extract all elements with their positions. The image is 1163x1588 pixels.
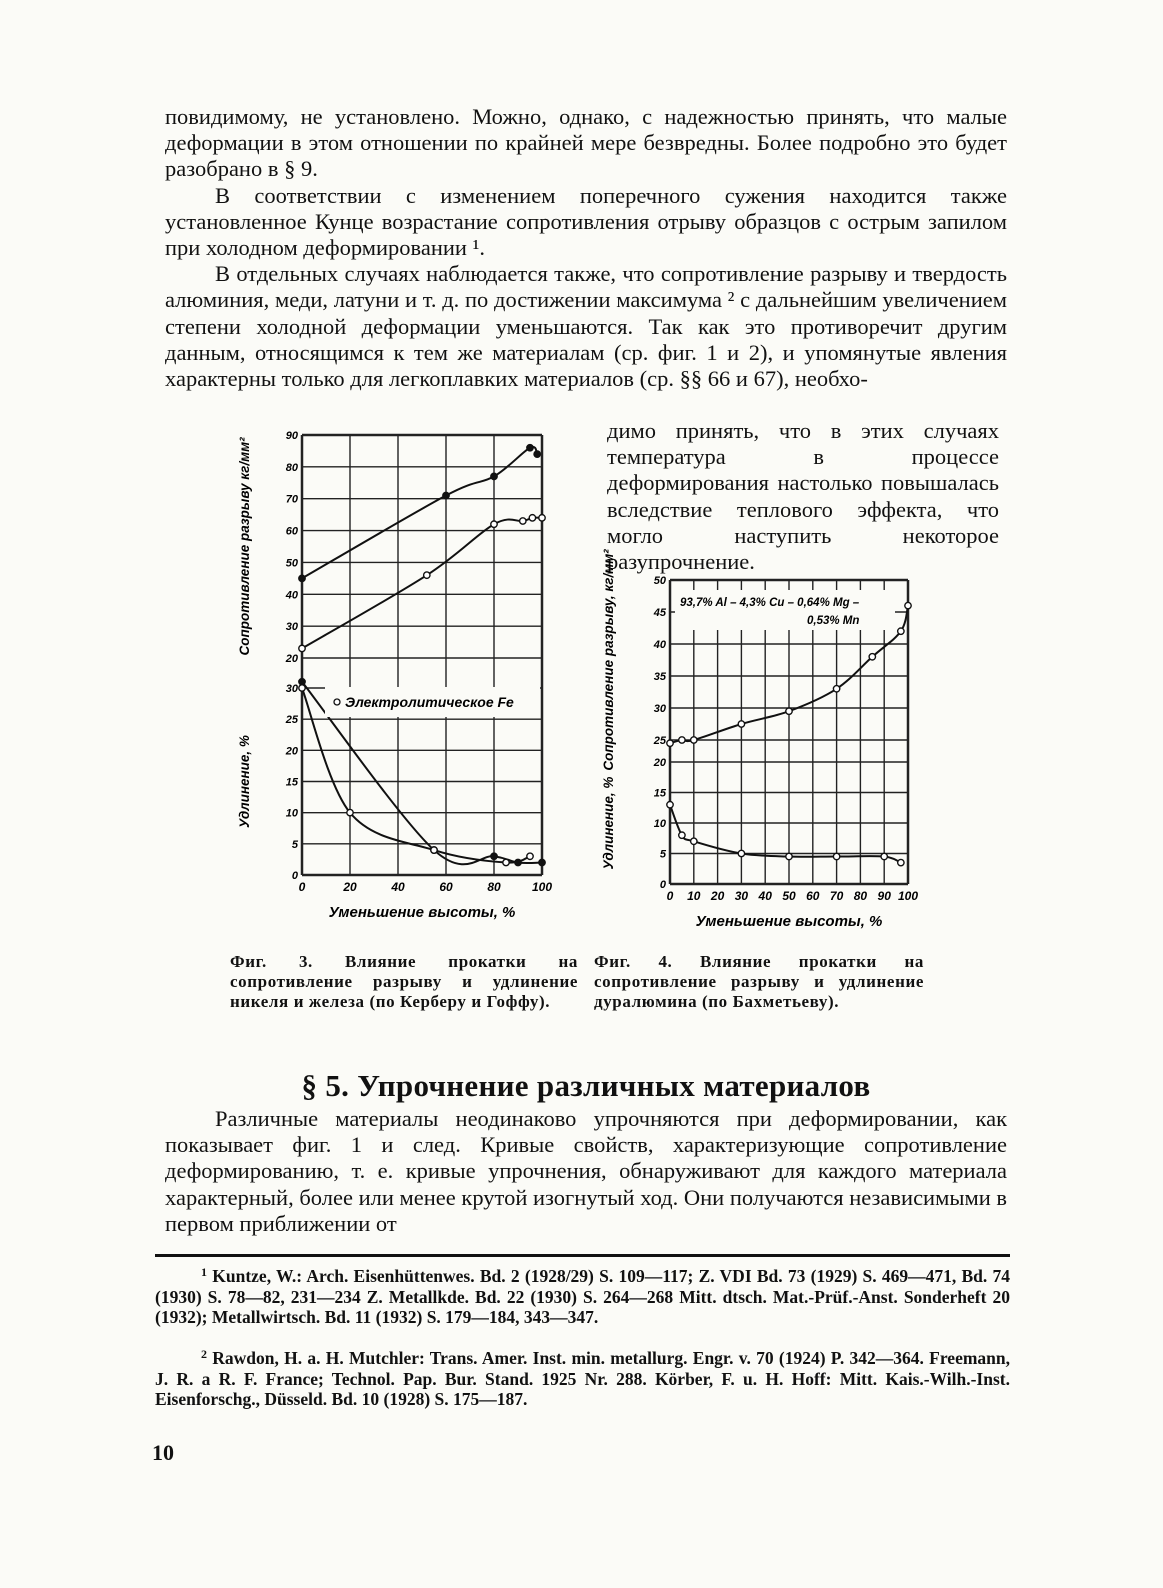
footnote-1 [155,1262,1010,1328]
y-axis-label-top: Сопротивление разрыву, кг/мм² [601,549,616,771]
paragraph-1: повидимому, не установлено. Можно, однако, с надежностью принять, что малые деформации в этом отношении по крайней мере безвредны. Более подробно это будет разобрано в § 9. [165,104,1007,182]
y-tick-label-top: 90 [285,430,298,442]
data-point [491,473,497,479]
y-tick-label-zero: 0 [659,879,666,891]
data-point [527,445,533,451]
footnote-rule [155,1254,1010,1257]
data-point [738,850,744,856]
y-tick-label-bottom: 30 [285,683,298,695]
data-point [503,859,509,865]
x-tick-label: 0 [298,880,306,894]
data-point [424,572,430,578]
y-tick-label-top: 60 [285,525,298,538]
x-tick-label: 10 [687,889,701,903]
x-tick-label: 20 [343,880,357,894]
figure-4-caption: Фиг. 4. Влияние прокатки на сопротивление разрыву и удлинение дуралюмина (по Бахметьеву). [594,952,924,1011]
y-tick-label-top: 40 [653,639,666,651]
y-tick-label-top: 50 [653,575,666,587]
figure-3-caption: Фиг. 3. Влияние прокатки на сопротивление разрыву и удлинение никеля и железа (по Керберу и Гоффу). [230,952,578,1011]
y-tick-label-top: 45 [653,607,666,619]
data-point [833,686,839,692]
data-point [347,809,353,815]
x-tick-label: 40 [758,889,772,903]
page-number: 10 [152,1440,174,1465]
x-tick-label: 60 [439,880,453,894]
data-point [299,575,305,581]
x-tick-label: 30 [734,889,749,903]
x-axis-label: Уменьшение высоты, % [695,913,883,930]
y-tick-label-bottom: 10 [285,807,298,820]
y-tick-label-top: 40 [285,589,298,602]
x-tick-label: 90 [877,889,891,903]
data-point [299,685,305,691]
data-point [691,737,697,743]
y-tick-label-top: 35 [653,671,666,683]
footnote-2 [155,1344,1010,1410]
x-tick-label: 80 [487,880,501,894]
x-tick-label: 60 [806,889,820,903]
section-5-text [165,1106,1007,1237]
y-tick-label-bottom: 15 [653,787,666,800]
data-point [786,708,792,714]
y-tick-label-zero: 0 [291,870,298,882]
legend-label: Электролитическое Fe [345,694,514,710]
x-tick-label: 0 [666,889,674,903]
data-point [491,521,497,527]
side-text [607,418,999,575]
x-tick-label: 70 [829,889,844,903]
data-point [869,654,875,660]
y-tick-label-top: 20 [285,653,298,665]
figure-4-chart [595,549,940,937]
data-point [905,602,911,608]
legend-line-1: 93,7% Al – 4,3% Cu – 0,64% Mg – [680,597,860,609]
data-point [527,853,533,859]
x-tick-label: 100 [531,880,553,894]
y-axis-label-bottom: Удлинение, % [237,735,252,828]
series-line [302,518,542,649]
paragraph-2: В соответствии с изменением поперечного сужения находится также установленное Кунце возрастание сопротивления отрыву образцов с острым запилом при холодном деформировании ¹. [165,182,1007,261]
data-point [738,721,744,727]
y-tick-label-top: 80 [285,461,298,474]
data-point [299,645,305,651]
data-point [431,847,437,853]
y-axis-label-bottom: Удлинение, % [601,776,616,870]
footnote-1-mark: 1 [201,1265,207,1279]
x-tick-label: 80 [853,889,868,903]
y-tick-label-top: 25 [653,735,666,747]
paragraph-3-continued: димо принять, что в этих случаях температура в процессе деформирования настолько повышалась вследствие теплового эффекта, что могло наступить некоторое разупрочнение. [607,418,999,575]
x-tick-label: 40 [391,880,405,894]
data-point [443,492,449,498]
y-tick-label-top: 30 [285,621,298,634]
y-tick-label-bottom: 5 [659,848,666,861]
figure-3-chart [225,420,575,940]
data-point [299,679,305,685]
data-point [539,859,545,865]
data-point [529,515,535,521]
figure-3 [225,420,575,940]
y-tick-label-bottom: 25 [285,714,298,727]
y-tick-label-top: 30 [653,703,666,715]
footnote-2-text: Rawdon, H. a. H. Mutchler: Trans. Amer. Inst. min. metallurg. Engr. v. 70 (1924) P. 342—364. Freemann, J. R. a R. F. France; Technol. Pap. Bur. Stand. 1925 Nr. 288. Körber, F. u. H. Hoff: Mitt. Kais.-Wilh.-Inst. Eisenforschg., Düsseld. Bd. 10 (1928) S. 175—187. [155,1348,1011,1409]
data-point [539,515,545,521]
y-tick-label-top: 70 [285,493,298,506]
legend-box [675,590,895,630]
data-point [667,802,673,808]
paragraph-5: Различные материалы неодинаково упрочняются при деформировании, как показывает фиг. 1 и след. Кривые свойств, характеризующие сопротивление деформированию, т. е. кривые упрочнения, обнаруживают для каждого материала характерный, более или менее крутой изогнутый ход. Они получаются независимыми в первом приближении от [165,1106,1007,1236]
legend-line-2: 0,53% Mn [807,615,860,627]
data-point [881,853,887,859]
y-tick-label-bottom: 15 [285,776,298,789]
data-point [786,853,792,859]
footnote-2-mark: 2 [201,1347,207,1361]
data-point [898,628,904,634]
y-tick-label-bottom: 5 [291,838,298,851]
x-tick-label: 100 [897,889,919,903]
figure-4 [595,549,940,937]
legend-marker [334,699,340,705]
data-point [491,853,497,859]
x-tick-label: 20 [710,889,725,903]
data-point [691,838,697,844]
x-axis-label: Уменьшение высоты, % [328,904,516,921]
y-tick-label-top: 50 [285,557,298,570]
data-point [534,451,540,457]
y-tick-label-bottom: 20 [653,757,666,769]
y-tick-label-bottom: 20 [285,745,298,758]
data-point [679,737,685,743]
data-point [679,832,685,838]
x-tick-label: 50 [782,889,796,903]
data-point [520,518,526,524]
section-title: § 5. Упрочнение различных материалов [301,1068,871,1103]
y-axis-label-top: Сопротивление разрыву кг/мм² [237,437,252,656]
data-point [898,859,904,865]
intro-text [165,104,1007,392]
data-point [833,853,839,859]
footnote-1-text: Kuntze, W.: Arch. Eisenhüttenwes. Bd. 2 (1928/29) S. 109—117; Z. VDI Bd. 73 (1929) S. 469—471, Bd. 74 (1930) S. 78—82, 231—234 Z. Metallkde. Bd. 22 (1930) S. 264—268 Mitt. dtsch. Mat.-Prüf.-Anst. Sonderheft 20 (1932); Metallwirtsch. Bd. 11 (1932) S. 179—184, 343—347. [155,1266,1011,1327]
y-tick-label-bottom: 10 [653,818,666,830]
data-point [667,740,673,746]
paragraph-3: В отдельных случаях наблюдается также, что сопротивление разрыву и твердость алюминия, меди, латуни и т. д. по достижении максимума ² с дальнейшим увеличением степени холодной деформации уменьшаются. Так как это противоречит другим данным, относящимся к тем же материалам (ср. фиг. 1 и 2), и упомянутые явления характерны только для легкоплавких материалов (ср. §§ 66 и 67), необхо- [165,261,1007,392]
